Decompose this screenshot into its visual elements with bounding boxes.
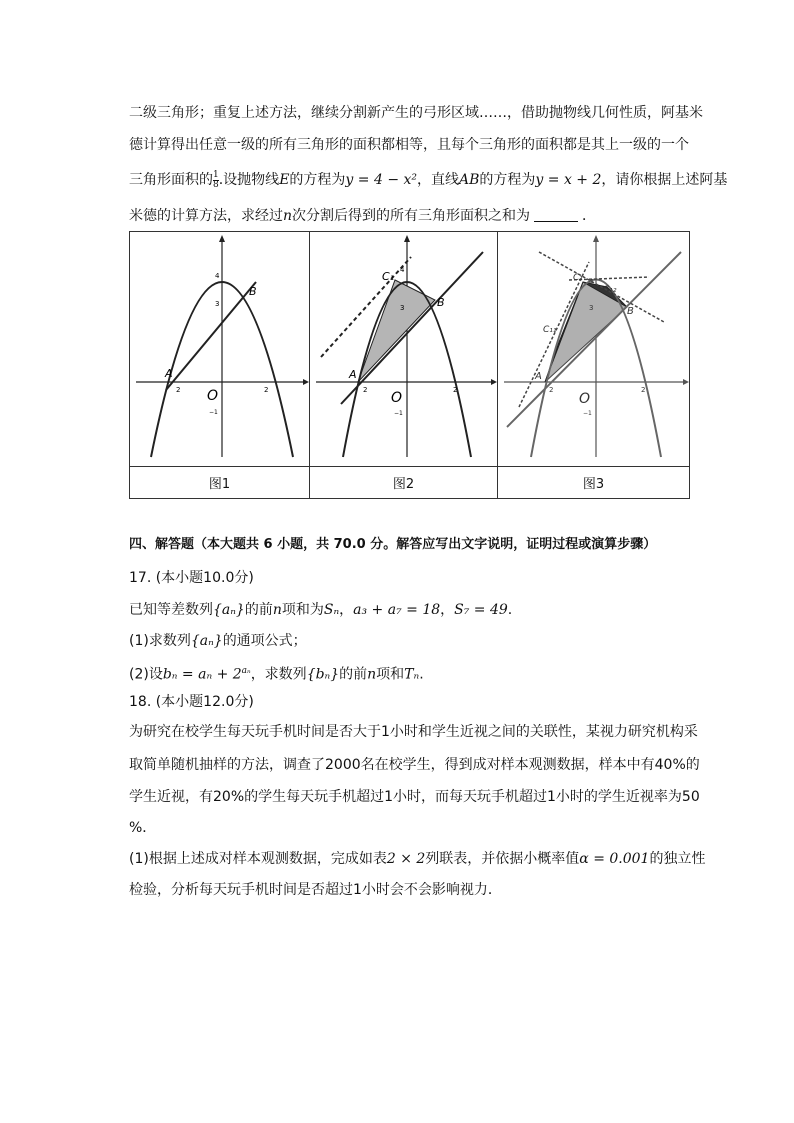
point-a-label: A [348, 368, 357, 381]
q17-part2: (2)设$b_n = a_n + 2^{a_n}$，求数列{bₙ}的前n项和Tₙ. [129, 666, 424, 683]
tick-label-minus1: −1 [582, 410, 592, 417]
tick-label-minus2: 2 [175, 386, 180, 394]
problem16-line1: 二级三角形；重复上述方法，继续分割新产生的弓形区域……，借助抛物线几何性质，阿基米 [129, 105, 703, 121]
fraction-one-eighth: $\frac{1}{8}$ [213, 170, 219, 190]
problem16-line4: 米德的计算方法，求经过n次分割后得到的所有三角形面积之和为 ． [129, 208, 597, 224]
tick-label-4: 4 [214, 272, 219, 280]
figure-2 [311, 232, 497, 462]
figure-2-cell [310, 232, 498, 467]
answer-blank[interactable] [534, 207, 578, 222]
section4-title: 四、解答题（本大题共 6 小题，共 70.0 分。解答应写出文字说明，证明过程或演算步骤） [129, 537, 657, 552]
q17-header: 17. (本小题10.0分) [129, 570, 254, 586]
q18-header: 18. (本小题12.0分) [129, 694, 254, 710]
tick-label-2: 2 [263, 386, 268, 394]
point-a-label: A [534, 371, 542, 382]
tick-label-2: 2 [452, 386, 457, 394]
q18-line4: %． [129, 820, 157, 836]
origin-label: O [578, 391, 590, 407]
tick-label-minus2: 2 [548, 386, 553, 394]
q18-line1: 为研究在校学生每天玩手机时间是否大于1小时和学生近视之间的关联性，某视力研究机构采 [129, 724, 698, 740]
point-c1-label: C₁ [572, 273, 583, 283]
point-a-label: A [164, 367, 173, 380]
point-c1-label: C₁ [381, 270, 394, 283]
q18-line6: 检验，分析每天玩手机时间是否超过1小时会不会影响视力． [129, 882, 502, 898]
tick-label-4: 4 [588, 278, 593, 286]
tick-label-minus2: 2 [362, 386, 367, 394]
q18-line3: 学生近视，有20%的学生每天玩手机超过1小时，而每天玩手机超过1小时的学生近视率为50 [129, 789, 700, 805]
point-b-label: B [626, 306, 634, 317]
q17-part1: (1)求数列{aₙ}的通项公式； [129, 633, 307, 649]
point-b-label: B [248, 285, 257, 298]
tick-label-3: 3 [588, 304, 593, 312]
point-c12-label: C₁₂ [602, 285, 616, 295]
point-b-label: B [436, 296, 445, 309]
figure-2-caption: 图2 [310, 467, 498, 499]
q18-line2: 取简单随机抽样的方法，调查了2000名在校学生，得到成对样本观测数据，样本中有40%的 [129, 757, 700, 773]
figure-1 [131, 232, 309, 462]
figure-1-caption: 图1 [130, 467, 310, 499]
origin-label: O [206, 388, 218, 404]
figure-1-cell [130, 232, 310, 467]
origin-label: O [390, 390, 402, 406]
tick-label-4: 4 [399, 266, 404, 274]
problem16-line3: 三角形面积的 $\frac{1}{8}$ .设抛物线E的方程为y = 4 − x²，直线AB的方程为y = x + 2，请你根据上述阿基 [129, 170, 728, 190]
tick-label-minus1: −1 [208, 409, 218, 416]
figure-3 [499, 232, 689, 462]
q17-stem: 已知等差数列{aₙ}的前n项和为Sₙ，a₃ + a₇ = 18，S₇ = 49. [129, 602, 513, 618]
point-c11-label: C₁₁ [542, 325, 556, 335]
tick-label-3: 3 [399, 304, 404, 312]
tick-label-minus1: −1 [393, 410, 403, 417]
tick-label-2: 2 [640, 386, 645, 394]
problem16-line2: 德计算得出任意一级的所有三角形的面积都相等，且每个三角形的面积都是其上一级的一个 [129, 137, 689, 153]
tick-label-3: 3 [214, 300, 219, 308]
figure-3-cell [498, 232, 690, 467]
figure-3-caption: 图3 [498, 467, 690, 499]
figure-table [129, 231, 690, 499]
q18-line5: (1)根据上述成对样本观测数据，完成如表2 × 2列联表，并依据小概率值α = 0.001的独立性 [129, 851, 706, 867]
